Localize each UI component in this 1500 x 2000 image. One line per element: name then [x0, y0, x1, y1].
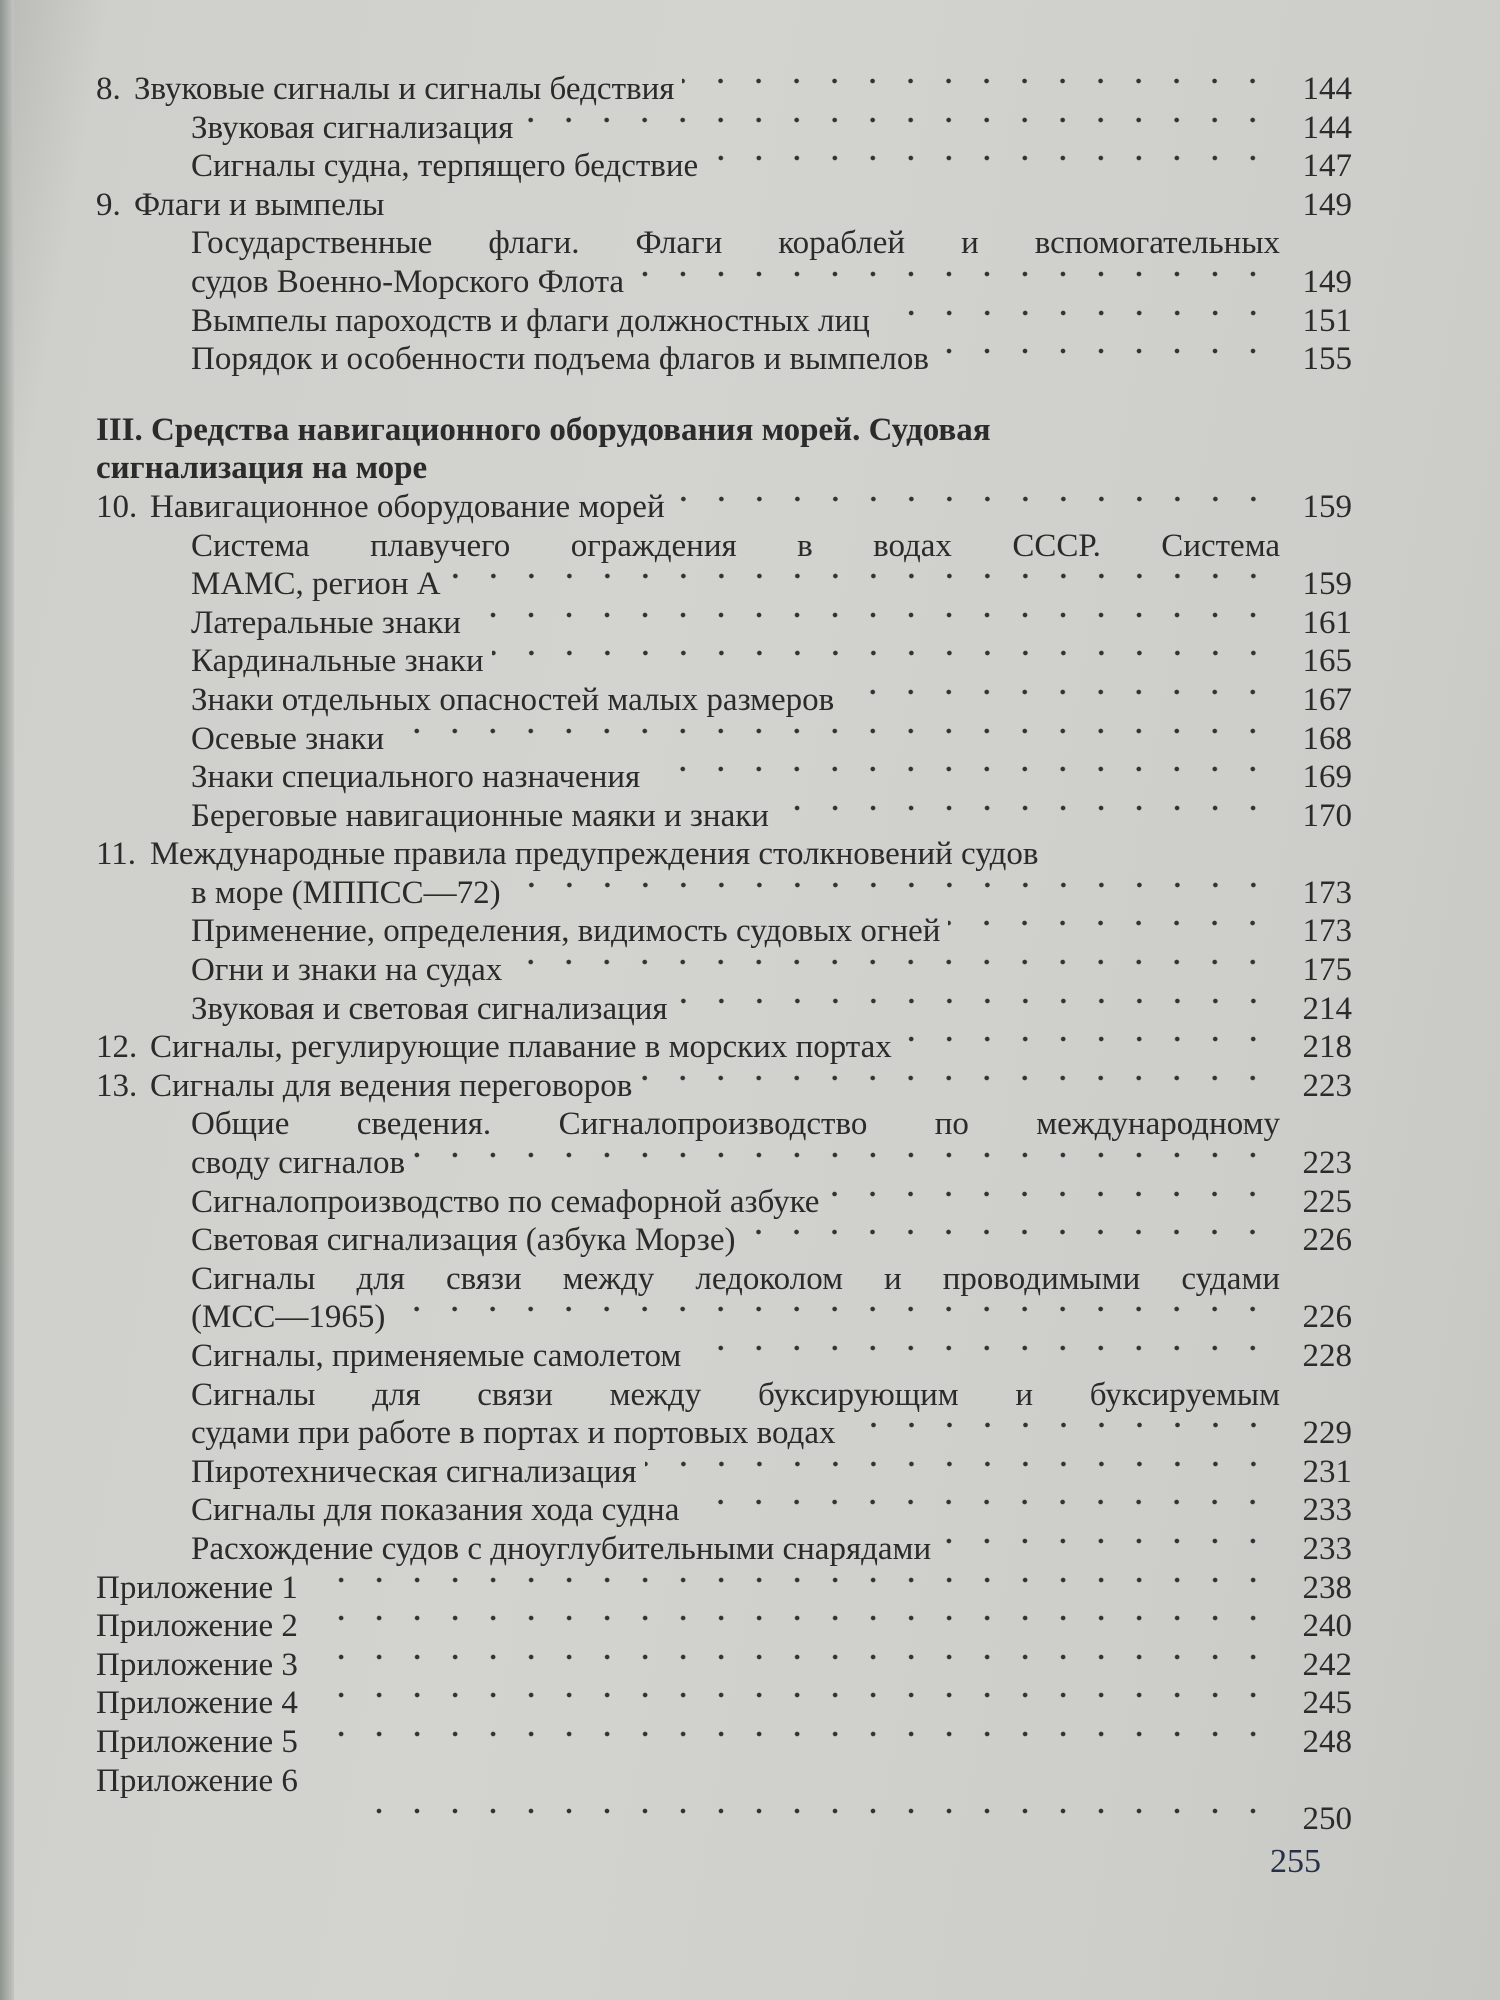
dot-leader — [469, 604, 1272, 643]
toc-entry — [96, 1723, 1352, 1762]
entry-title: (МСС—1965) — [191, 1299, 386, 1336]
toc-entry — [96, 835, 1352, 874]
entry-page-number: 248 — [1302, 1723, 1352, 1760]
toc-entry — [96, 1298, 1352, 1337]
toc-entry — [96, 1183, 1352, 1222]
entry-title: Береговые навигационные маяки и знаки — [191, 797, 769, 834]
entry-page-number: 226 — [1302, 1299, 1352, 1336]
toc-entry — [96, 681, 1352, 720]
dot-leader — [510, 951, 1272, 990]
entry-title: Звуковая сигнализация — [191, 109, 514, 146]
entry-number: 9. — [96, 186, 121, 223]
entry-title: Порядок и особенности подъема флагов и вымпелов — [191, 341, 929, 378]
dot-leader — [948, 912, 1272, 951]
toc-entry — [96, 1800, 1352, 1839]
entry-page-number: 245 — [1302, 1685, 1352, 1722]
entry-number: 12. — [96, 1029, 138, 1066]
entry-page-number: 233 — [1302, 1492, 1352, 1529]
toc-entry — [96, 1646, 1352, 1685]
toc-entry — [96, 1376, 1352, 1415]
entry-number: 13. — [96, 1067, 138, 1104]
toc-entry — [96, 147, 1352, 186]
toc-entry — [96, 951, 1352, 990]
toc-entry — [96, 411, 1352, 450]
dot-leader — [413, 1144, 1272, 1183]
toc-entry — [96, 604, 1352, 643]
toc-entry — [96, 874, 1352, 913]
entry-page-number: 144 — [1302, 109, 1352, 146]
dot-leader — [645, 1453, 1272, 1492]
entry-title: Сигналы судна, терпящего бедствие — [191, 148, 699, 185]
entry-title: Вымпелы пароходств и флаги должностных лиц — [191, 302, 870, 339]
dot-leader — [344, 1800, 1272, 1839]
toc-entry — [96, 1221, 1352, 1260]
entry-title: Флаги и вымпелы — [134, 186, 385, 223]
dot-leader — [306, 1684, 1272, 1723]
toc-entry — [96, 263, 1352, 302]
toc-entry — [96, 1530, 1352, 1569]
dot-leader — [878, 302, 1272, 341]
entry-page-number: 151 — [1302, 302, 1352, 339]
entry-page-number: 155 — [1302, 341, 1352, 378]
dot-leader — [306, 1569, 1272, 1608]
dot-leader — [743, 1221, 1272, 1260]
dot-leader — [827, 1183, 1272, 1222]
entry-title: судов Военно-Морского Флота — [191, 263, 625, 300]
entry-page-number: 167 — [1302, 681, 1352, 718]
dot-leader — [842, 681, 1272, 720]
dot-leader — [306, 1607, 1272, 1646]
toc-entry — [96, 1260, 1352, 1299]
entry-title: Кардинальные знаки — [191, 643, 484, 680]
entry-page-number: 175 — [1302, 952, 1352, 989]
entry-page-number: 159 — [1302, 488, 1352, 525]
dot-leader — [648, 758, 1272, 797]
page-number: 255 — [1270, 1843, 1321, 1880]
entry-title: Сигналы для показания хода судна — [191, 1492, 680, 1529]
entry-title: Общие сведения. Сигналопроизводство по международному — [191, 1106, 1280, 1143]
entry-title: Приложение 2 — [96, 1608, 298, 1645]
dot-leader — [689, 1337, 1272, 1376]
toc-entry — [96, 1144, 1352, 1183]
entry-title: Огни и знаки на судах — [191, 952, 503, 989]
dot-leader — [640, 1067, 1272, 1106]
entry-title: в море (МППСС—72) — [191, 874, 501, 911]
dot-leader — [777, 797, 1272, 836]
entry-title: Сигналы, применяемые самолетом — [191, 1338, 682, 1374]
entry-title: Сигналы для связи между буксирующим и буксируемым — [191, 1376, 1280, 1413]
dot-leader — [673, 488, 1272, 527]
entry-title: Латеральные знаки — [191, 604, 461, 641]
entry-title: Звуковая и световая сигнализация — [191, 990, 668, 1027]
dot-leader — [939, 1530, 1272, 1569]
toc-entry — [96, 1607, 1352, 1646]
entry-title: Приложение 5 — [96, 1723, 298, 1760]
toc-entry — [96, 449, 1352, 488]
entry-page-number: 149 — [1302, 263, 1352, 300]
toc-entry — [96, 340, 1352, 379]
toc-entry — [96, 1337, 1352, 1376]
entry-title: Осевые знаки — [191, 720, 385, 757]
entry-page-number: 144 — [1302, 71, 1352, 107]
entry-page-number: 147 — [1302, 148, 1352, 185]
entry-page-number: 242 — [1302, 1646, 1352, 1683]
entry-page-number: 165 — [1302, 643, 1352, 680]
entry-page-number: 214 — [1302, 990, 1352, 1027]
entry-page-number: 168 — [1302, 720, 1352, 757]
dot-leader — [392, 720, 1272, 759]
entry-number: 10. — [96, 488, 138, 525]
entry-title: Сигналы для ведения переговоров — [150, 1067, 633, 1104]
toc-entry — [96, 797, 1352, 836]
entry-title: Система плавучего ограждения в водах СССР. Система — [191, 527, 1280, 564]
toc-entry — [96, 1569, 1352, 1608]
toc-entry — [96, 1414, 1352, 1453]
dot-leader — [492, 642, 1272, 681]
toc-entry — [96, 990, 1352, 1029]
entry-page-number: 250 — [1302, 1801, 1352, 1838]
entry-title: Применение, определения, видимость судовых огней — [191, 913, 941, 950]
entry-title: Знаки отдельных опасностей малых размеров — [191, 681, 835, 718]
dot-leader — [306, 1723, 1272, 1762]
entry-title: Знаки специального назначения — [191, 759, 641, 796]
entry-title: Приложение 1 — [96, 1569, 298, 1606]
entry-title: МАМС, регион А — [191, 566, 441, 603]
toc-entry — [96, 758, 1352, 797]
entry-page-number: 225 — [1302, 1183, 1352, 1220]
toc-entry — [96, 720, 1352, 759]
toc-entry — [96, 642, 1352, 681]
entry-title: Государственные флаги. Флаги кораблей и вспомогательных — [191, 225, 1280, 262]
book-spine-edge — [0, 0, 14, 2000]
toc-entry — [96, 186, 1352, 225]
entry-title: своду сигналов — [191, 1145, 406, 1182]
entry-title: Приложение 6 — [96, 1762, 298, 1799]
entry-title: Международные правила предупреждения столкновений судов — [150, 836, 1039, 873]
toc-entry — [96, 70, 1352, 109]
dot-leader — [706, 147, 1272, 186]
toc-entry — [96, 1028, 1352, 1067]
dot-leader — [937, 340, 1272, 379]
entry-title: Сигналопроизводство по семафорной азбуке — [191, 1183, 820, 1220]
entry-page-number: 173 — [1302, 874, 1352, 911]
dot-leader — [687, 1491, 1272, 1530]
dot-leader — [306, 1646, 1272, 1685]
toc-entry — [96, 488, 1352, 527]
dot-leader — [393, 1298, 1272, 1337]
entry-page-number: 169 — [1302, 759, 1352, 796]
dot-leader — [900, 1028, 1272, 1067]
toc-entry — [96, 224, 1352, 263]
entry-page-number: 229 — [1302, 1415, 1352, 1452]
entry-page-number: 226 — [1302, 1222, 1352, 1259]
entry-page-number: 173 — [1302, 913, 1352, 950]
toc-entry — [96, 1491, 1352, 1530]
entry-title: судами при работе в портах и портовых водах — [191, 1415, 836, 1452]
dot-leader — [449, 565, 1272, 604]
entry-title: Световая сигнализация (азбука Морзе) — [191, 1222, 736, 1259]
entry-title: Сигналы, регулирующие плавание в морских портах — [150, 1029, 892, 1066]
entry-number: 8. — [96, 71, 121, 107]
table-of-contents — [96, 70, 1352, 1839]
toc-entry — [96, 1762, 1352, 1801]
entry-title: Пиротехническая сигнализация — [191, 1453, 637, 1490]
dot-leader — [521, 109, 1272, 148]
toc-entry — [96, 109, 1352, 148]
toc-entry — [96, 1684, 1352, 1723]
entry-page-number: 240 — [1302, 1608, 1352, 1645]
dot-leader — [632, 263, 1272, 302]
toc-entry — [96, 565, 1352, 604]
entry-page-number: 228 — [1302, 1338, 1352, 1374]
entry-title: Сигналы для связи между ледоколом и проводимыми судами — [191, 1260, 1280, 1297]
dot-leader — [676, 990, 1272, 1029]
toc-entry — [96, 527, 1352, 566]
entry-title: Приложение 3 — [96, 1646, 298, 1683]
entry-page-number: 161 — [1302, 604, 1352, 641]
entry-page-number: 159 — [1302, 566, 1352, 603]
toc-entry — [96, 912, 1352, 951]
toc-entry — [96, 1453, 1352, 1492]
entry-number: 11. — [96, 836, 137, 873]
entry-title: сигнализация на море — [96, 450, 428, 487]
entry-title: Навигационное оборудование морей — [150, 488, 665, 525]
entry-page-number: 238 — [1302, 1569, 1352, 1606]
entry-title: Звуковые сигналы и сигналы бедствия — [134, 71, 675, 107]
entry-page-number: 170 — [1302, 797, 1352, 834]
toc-entry — [96, 1067, 1352, 1106]
entry-page-number: 233 — [1302, 1530, 1352, 1567]
dot-leader — [682, 70, 1272, 109]
toc-entry — [96, 1105, 1352, 1144]
entry-title: Расхождение судов с дноуглубительными снарядами — [191, 1530, 932, 1567]
entry-title: III. Средства навигационного оборудования морей. Судовая — [96, 411, 991, 448]
toc-entry — [96, 302, 1352, 341]
dot-leader — [509, 874, 1272, 913]
entry-page-number: 223 — [1302, 1145, 1352, 1182]
entry-page-number: 149 — [1302, 186, 1352, 223]
entry-page-number: 218 — [1302, 1029, 1352, 1066]
entry-page-number: 231 — [1302, 1453, 1352, 1490]
entry-title: Приложение 4 — [96, 1685, 298, 1722]
entry-page-number: 223 — [1302, 1067, 1352, 1104]
dot-leader — [844, 1414, 1273, 1453]
